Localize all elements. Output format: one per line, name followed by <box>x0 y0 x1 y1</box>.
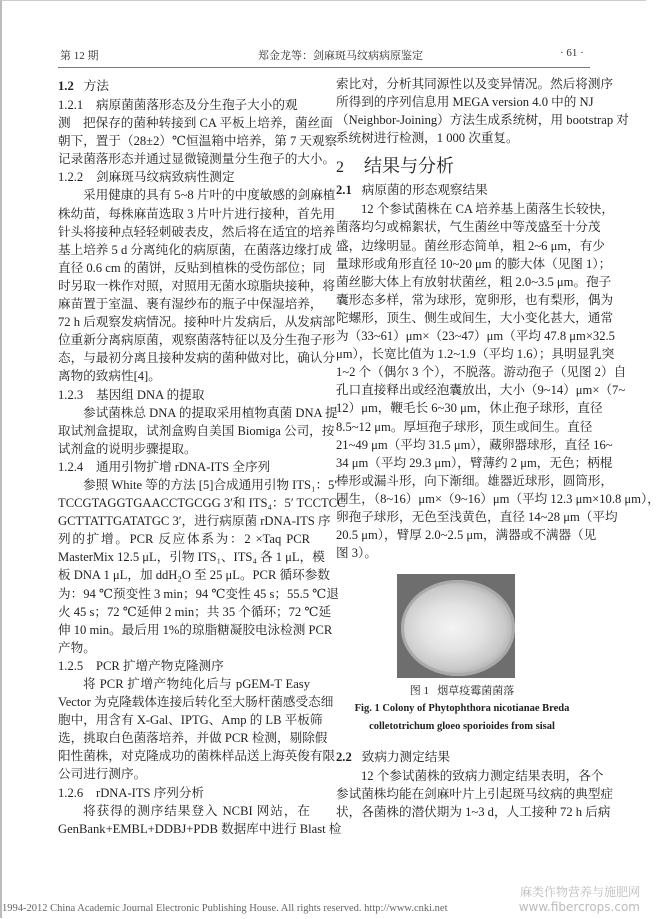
text-line: 状，各菌株的潜伏期为 1~3 d，人工接种 72 h 后病 <box>336 805 611 820</box>
text-line: 菌丝膨大体上有放射状菌丝，粗 2.0~3.5 μm。孢子 <box>336 274 612 289</box>
heading-number: 2.1 <box>336 183 352 198</box>
heading-text: 通用引物扩增 rDNA-ITS 全序列 <box>96 459 271 474</box>
text-line: TCCGTAGGTGAACCTGCGG 3′和 ITS₄：5′ TCCTCC <box>58 496 346 511</box>
text-line: 陀螺形，顶生、侧生或间生，大小变化甚大，通常 <box>336 310 614 325</box>
figure-label: 图 1 <box>409 685 429 698</box>
text-line: 产物。 <box>58 640 96 655</box>
right-column-bottom <box>336 748 614 821</box>
text-line: 为（33~61）μm×（23~47）μm（平均 47.8 μm×32.5 <box>336 329 615 344</box>
text-line: 将 PCR 扩增产物纯化后与 pGEM-T Easy <box>83 677 310 691</box>
heading-number: 1.2.1 <box>58 98 84 112</box>
text-line: 孔口直接释出或经泡囊放出，大小（9~14）μm×（7~ <box>336 383 626 398</box>
text-line: 采用健康的具有 5~8 片叶的中度敏感的剑麻植 <box>83 188 336 203</box>
heading-text: rDNA-ITS 序列分析 <box>96 785 205 800</box>
header-rule <box>58 67 590 68</box>
text-line: （Neighbor-Joining）方法生成系统树，用 bootstrap 对 <box>336 113 629 128</box>
text-line: 8.5~12 μm。厚垣孢子球形，顶生或间生。直径 <box>336 419 593 434</box>
text-line: 为：94 ℃预变性 3 min；94 ℃变性 45 s；55.5 ℃退 <box>58 586 339 601</box>
text-line: 34 μm（平均 29.3 μm），臂薄约 2 μm，无色；柄棍 <box>336 455 613 470</box>
text-line: 麻苗置于室温、裹有湿纱布的瓶子中保湿培养， <box>58 297 323 312</box>
text-line: 离物的致病性[4]。 <box>58 369 161 384</box>
heading-number: 1.2.2 <box>58 170 84 185</box>
colony-image <box>401 580 515 676</box>
heading-text: 基因组 DNA 的提取 <box>96 387 205 402</box>
running-title: 郑金龙等：剑麻斑马纹病病原鉴定 <box>258 50 423 62</box>
text-line: 菌落均匀或棉絮状，气生菌丝中等茂盛至十分茂 <box>336 220 601 235</box>
figure-caption-cn <box>336 682 588 700</box>
heading-text: 病原菌的形态观察结果 <box>361 183 488 198</box>
text-line: 12）μm，鞭毛长 6~30 μm，休止孢子球形，直径 <box>336 401 603 416</box>
text-line: 胞中，用含有 X-Gal、IPTG、Amp 的 LB 平板筛 <box>58 713 323 728</box>
text-line: MasterMix 12.5 μL，引物 ITS₁、ITS₄ 各 1 μL，模 <box>58 550 325 565</box>
text-line: 直径 0.6 cm 的菌饼，反贴到植株的受伤部位；同 <box>58 260 326 275</box>
copyright-footer: 1994-2012 China Academic Journal Electronic Publishing House. All rights reserved. http://www.cnki.net <box>2 903 448 914</box>
text-line: 72 h 后观察发病情况。接种叶片发病后，从发病部 <box>58 315 336 330</box>
left-column <box>58 77 346 838</box>
text-line: 记录菌落形态并通过显微镜测量分生孢子的大小。 <box>58 152 336 167</box>
text-line: 1~2 个（偶尔 3 个），不脱落。游动孢子（见图 2）自 <box>336 365 627 380</box>
figure-caption-en-1: Fig. 1 Colony of Phytophthora nicotianae Breda <box>354 703 570 715</box>
heading-text: 致病力测定结果 <box>361 750 450 765</box>
text-line: GCTTATTGATATGC 3′，进行病原菌 rDNA-ITS 序 <box>58 514 331 529</box>
text-line: 21~49 μm（平均 31.5 μm），藏卵器球形，直径 16~ <box>336 437 613 452</box>
text-line: 阳性菌株，对克隆成功的菌株样品送上海英俊有限 <box>58 749 336 764</box>
right-column <box>336 75 660 822</box>
text-line: 所得到的序列信息用 MEGA version 4.0 中的 NJ <box>336 95 594 110</box>
figure-1 <box>336 574 588 682</box>
subsection-heading <box>336 748 588 767</box>
subsection-heading <box>58 77 310 96</box>
text-line: 公司进行测序。 <box>58 767 147 782</box>
text-line: 12 个参试菌株的致病力测定结果表明，各个 <box>361 769 604 784</box>
text-line: 朝下，置于（28±2）℃恒温箱中培养，第 7 天观察 <box>58 134 338 149</box>
figure-caption-en-2: colletotrichum gloeo sporioides from sisal <box>369 721 555 733</box>
text-line: 伸 10 min。最后用 1%的琼脂糖凝胶电泳检测 PCR <box>58 622 333 637</box>
text-line: 株幼苗，每株麻苗选取 3 片叶片进行接种，首先用 <box>58 206 336 221</box>
text-line: 火 45 s；72 ℃延伸 2 min；共 35 个循环；72 ℃延 <box>58 604 332 619</box>
text-line: Vector 为克隆载体连接后转化至大肠杆菌感受态细 <box>58 695 334 710</box>
text-line: 将获得的测序结果登入 NCBI 网站，在 <box>83 803 310 818</box>
text-line: 把保存的菌种转接到 CA 平板上培养，菌丝面 <box>83 116 333 131</box>
text-line: 囊形态多样，常为球形，宽卵形，也有梨形，偶为 <box>336 292 614 307</box>
heading-number: 1.2 <box>58 79 74 93</box>
text-line: 围生，（8~16）μm×（9~16）μm（平均 12.3 μm×10.8 μm）， <box>336 491 660 506</box>
subsubsection-heading <box>58 458 310 476</box>
heading-number: 1.2.4 <box>58 459 84 474</box>
watermark-line-2: www.fibercrops.com <box>518 900 640 914</box>
text-line: 列的扩增。PCR 反应体系为：2 ×Taq PCR <box>58 532 310 547</box>
text-line: 参试菌株总 DNA 的提取采用植物真菌 DNA 提 <box>83 405 338 420</box>
text-line: 时另取一株作对照，对照用无菌水琼脂块接种，将 <box>58 278 336 293</box>
heading-number: 1.2.3 <box>58 387 84 402</box>
text-line: 卵孢子球形，无色至浅黄色，直径 14~28 μm（平均 <box>336 509 618 524</box>
text-line: 取试剂盒提取，试剂盒购自美国 Biomiga 公司，按 <box>58 423 335 438</box>
page-number: · 61 · <box>560 47 584 59</box>
text-line: 基上培养 5 d 分离纯化的病原菌，在菌落边缘打成 <box>58 242 332 257</box>
heading-text: PCR 扩增产物克隆测序 <box>96 658 224 673</box>
text-line: 量球形或角形直径 10~20 μm 的膨大体（见图 1）； <box>336 256 612 271</box>
heading-number: 2 <box>336 159 344 177</box>
watermark-logo <box>519 885 640 915</box>
heading-number: 2.2 <box>336 750 352 765</box>
right-column-top <box>336 75 660 562</box>
text-line: GenBank+EMBL+DDBJ+PDB 数据库中进行 Blast 检 <box>58 821 342 836</box>
subsubsection-heading <box>58 168 310 186</box>
heading-text: 病原菌菌落形态及分生孢子大小的观测 <box>58 98 298 131</box>
heading-text: 剑麻斑马纹病致病性测定 <box>96 170 235 185</box>
issue-number: 第 12 期 <box>60 50 99 62</box>
subsubsection-heading <box>58 386 310 404</box>
text-line: μm），长宽比值为 1.2~1.9（平均 1.6）；具明显乳突 <box>336 347 615 362</box>
text-line: 板 DNA 1 μL，加 ddH₂O 至 25 μL。PCR 循环参数 <box>58 568 330 583</box>
heading-number: 1.2.6 <box>58 785 84 800</box>
heading-text: 结果与分析 <box>364 156 454 177</box>
text-line: 位重新分离病原菌，观察菌落特征以及分生孢子形 <box>58 333 336 348</box>
subsubsection-heading <box>58 657 310 675</box>
text-line: 参照 White 等的方法 [5]合成通用引物 ITS₁：5′ <box>83 477 338 492</box>
subsubsection-heading <box>58 784 310 802</box>
text-line: 系统树进行检测，1 000 次重复。 <box>336 131 519 146</box>
text-line: 试剂盒的说明步骤提取。 <box>58 441 197 456</box>
text-line: 索比对，分析其同源性以及变异情况。然后将测序 <box>336 77 614 91</box>
text-line: 选，挑取白色菌落培养，并做 PCR 检测，剔除假 <box>58 731 328 746</box>
text-line: 参试菌株均能在剑麻叶片上引起斑马纹病的典型症 <box>336 787 614 802</box>
figure-title-cn: 烟草疫霉菌菌落 <box>437 685 515 698</box>
text-line: 态，与最初分离且接种发病的菌种做对比，确认分 <box>58 351 336 366</box>
petri-dish-photo <box>397 574 515 678</box>
section-heading <box>336 151 588 181</box>
text-line: 12 个参试菌株在 CA 培养基上菌落生长较快， <box>361 202 614 217</box>
text-line: 棒形或漏斗形，向下渐细。雄器近球形，圆筒形， <box>336 473 614 488</box>
heading-text: 方法 <box>83 79 109 93</box>
heading-number: 1.2.5 <box>58 658 84 673</box>
text-line: 图 3）。 <box>336 546 377 561</box>
text-line: 针头将接种点轻轻刺破表皮，然后将在适宜的培养 <box>58 224 336 239</box>
text-line: 20.5 μm），臂厚 2.0~2.5 μm，满器或不满器（见 <box>336 528 597 543</box>
watermark-line-1: 麻类作物营养与施肥网 <box>519 885 640 899</box>
text-line: 盛，边缘明显。菌丝形态简单，粗 2~6 μm，有少 <box>336 238 605 253</box>
subsection-heading <box>336 181 588 200</box>
